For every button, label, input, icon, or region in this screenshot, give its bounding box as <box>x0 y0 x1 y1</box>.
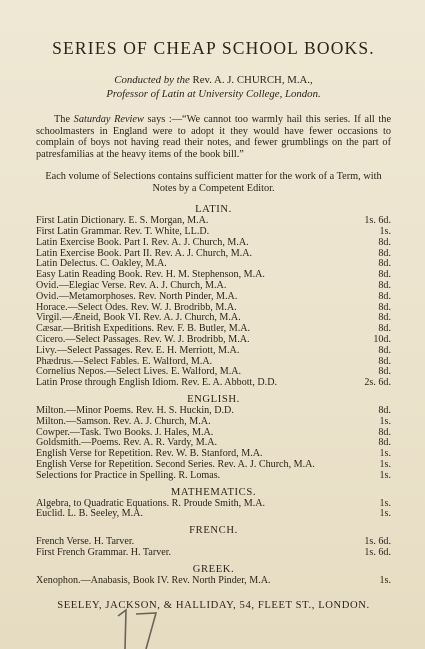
book-title: Cæsar.—British Expeditions. Rev. F. B. Butler, M.A. <box>36 324 251 335</box>
list-item <box>36 417 391 428</box>
list-item <box>36 313 391 324</box>
publisher-imprint <box>36 600 391 611</box>
editor-name: Rev. A. J. CHURCH, M.A., <box>192 74 313 86</box>
book-price: 1s. <box>379 448 391 460</box>
book-title: Cicero.—Select Passages. Rev. W. J. Brodribb, M.A. <box>36 335 250 346</box>
book-price: 8d. <box>378 344 391 356</box>
list-item <box>36 428 391 439</box>
review-text: says :—“We cannot too warmly hail this series. If all the schoolmasters in England were to adopt it they would have fewer occasions to complain of boys not having read their notes, and fewer grumblings on the part of patresfamilias at the heavy items of the book bill.” <box>36 114 392 160</box>
review-lead: The <box>54 114 71 125</box>
book-price: 1s. 6d. <box>364 536 391 548</box>
section-spacer <box>36 482 391 485</box>
list-item <box>36 216 391 227</box>
list-item <box>36 378 391 389</box>
list-item <box>36 227 391 238</box>
book-list <box>36 204 391 589</box>
list-item <box>36 238 391 249</box>
book-title: Milton.—Minor Poems. Rev. H. S. Huckin, D.D. <box>36 406 234 417</box>
professorship: Professor of Latin at University College, London. <box>106 88 321 100</box>
book-price: 2s. 6d. <box>364 377 391 389</box>
book-title: French Verse. H. Tarver. <box>36 537 135 548</box>
book-title: Xenophon.—Anabasis, Book IV. Rev. North Pinder, M.A. <box>36 575 271 586</box>
conducted-by: Conducted by the <box>114 74 190 86</box>
book-title: Virgil.—Æneid, Book VI. Rev. A. J. Church, M.A. <box>36 313 241 324</box>
book-title: Goldsmith.—Poems. Rev. A. R. Vardy, M.A. <box>36 438 218 449</box>
book-price: 1s. 6d. <box>364 547 391 559</box>
book-price: 1s. <box>379 459 391 471</box>
book-price: 8d. <box>378 258 391 270</box>
book-title: Euclid. L. B. Seeley, M.A. <box>36 509 143 520</box>
book-price: 8d. <box>378 426 391 438</box>
list-item <box>36 406 391 417</box>
book-title: Phædrus.—Select Fables. E. Walford, M.A. <box>36 356 213 367</box>
book-price: 8d. <box>378 290 391 302</box>
book-price: 8d. <box>378 437 391 449</box>
book-title: Milton.—Samson. Rev. A. J. Church, M.A. <box>36 416 211 427</box>
list-item <box>36 548 391 559</box>
book-price: 1s. <box>379 497 391 509</box>
handwritten-mark <box>112 606 162 649</box>
book-title: Easy Latin Reading Book. Rev. H. M. Stephenson, M.A. <box>36 270 265 281</box>
book-price: 1s. 6d. <box>364 215 391 227</box>
book-price: 1s. <box>379 508 391 520</box>
review-publication: Saturday Review <box>73 114 144 125</box>
section-spacer <box>36 520 391 523</box>
book-price: 8d. <box>378 280 391 292</box>
list-item <box>36 270 391 281</box>
section-spacer <box>36 389 391 392</box>
list-item <box>36 324 391 335</box>
book-price: 8d. <box>378 323 391 335</box>
section-entries <box>36 537 391 559</box>
section-entries <box>36 576 391 587</box>
list-item <box>36 471 391 482</box>
list-item <box>36 509 391 520</box>
section-entries <box>36 499 391 521</box>
book-title: Cowper.—Task. Two Books. J. Hales, M.A. <box>36 427 214 438</box>
book-price: 8d. <box>378 301 391 313</box>
book-title: First French Grammar. H. Tarver. <box>36 548 172 559</box>
list-item <box>36 281 391 292</box>
section-entries <box>36 406 391 482</box>
page-title: SERIES OF CHEAP SCHOOL BOOKS. <box>52 38 375 58</box>
list-item <box>36 460 391 471</box>
list-item <box>36 292 391 303</box>
section-heading: ENGLISH. <box>187 394 240 406</box>
book-price: 1s. <box>379 574 391 586</box>
list-item <box>36 367 391 378</box>
list-item <box>36 438 391 449</box>
section-heading: FRENCH. <box>189 525 238 537</box>
book-title: First Latin Dictionary. E. S. Morgan, M.A. <box>36 216 209 227</box>
publisher-name: SEELEY, JACKSON, & HALLIDAY, <box>57 599 237 611</box>
publisher-address: 54, FLEET ST., LONDON. <box>239 599 370 611</box>
list-item <box>36 346 391 357</box>
book-price: 10d. <box>373 334 391 346</box>
book-title: Ovid.—Elegiac Verse. Rev. A. J. Church, M.A. <box>36 281 227 292</box>
list-item <box>36 335 391 346</box>
list-item <box>36 357 391 368</box>
book-price: 1s. <box>379 415 391 427</box>
section-heading: LATIN. <box>195 204 232 216</box>
book-title: Cornelius Nepos.—Select Lives. E. Walford, M.A. <box>36 367 242 378</box>
book-price: 1s. <box>379 469 391 481</box>
book-price: 8d. <box>378 236 391 248</box>
section-entries <box>36 216 391 389</box>
book-price: 1s. <box>379 226 391 238</box>
book-title: Horace.—Select Odes. Rev. W. J. Brodribb, M.A. <box>36 302 237 313</box>
book-title: Latin Delectus. C. Oakley, M.A. <box>36 259 167 270</box>
book-price: 8d. <box>378 269 391 281</box>
book-title: Latin Exercise Book. Part II. Rev. A. J. Church, M.A. <box>36 248 253 259</box>
list-item <box>36 303 391 314</box>
list-item <box>36 537 391 548</box>
list-item <box>36 449 391 460</box>
book-title: Selections for Practice in Spelling. R. Lomas. <box>36 470 221 481</box>
section-heading: MATHEMATICS. <box>170 486 257 498</box>
book-price: 8d. <box>378 366 391 378</box>
book-title: Latin Exercise Book. Part I. Rev. A. J. Church, M.A. <box>36 237 249 248</box>
review-quote <box>36 114 391 160</box>
book-price: 8d. <box>378 247 391 259</box>
section-spacer <box>36 559 391 562</box>
section-spacer <box>36 587 391 590</box>
book-title: Algebra, to Quadratic Equations. R. Proude Smith, M.A. <box>36 498 266 509</box>
book-price: 8d. <box>378 355 391 367</box>
book-title: English Verse for Repetition. Second Series. Rev. A. J. Church, M.A. <box>36 460 315 471</box>
list-item <box>36 259 391 270</box>
book-title: English Verse for Repetition. Rev. W. B. Stanford, M.A. <box>36 449 263 460</box>
list-item <box>36 576 391 587</box>
book-price: 8d. <box>378 312 391 324</box>
editor-credit <box>36 73 391 101</box>
selections-notice: Each volume of Selections contains sufficient matter for the work of a Term, with Notes by a Competent Editor. <box>45 171 382 194</box>
list-item <box>36 499 391 510</box>
book-title: Ovid.—Metamorphoses. Rev. North Pinder, M.A. <box>36 291 238 302</box>
list-item <box>36 249 391 260</box>
book-title: Latin Prose through English Idiom. Rev. E. A. Abbott, D.D. <box>36 378 278 389</box>
book-price: 8d. <box>378 405 391 417</box>
book-title: Livy.—Select Passages. Rev. E. H. Merriott, M.A. <box>36 345 240 356</box>
book-title: First Latin Grammar. Rev. T. White, LL.D. <box>36 227 210 238</box>
section-heading: GREEK. <box>192 563 235 575</box>
